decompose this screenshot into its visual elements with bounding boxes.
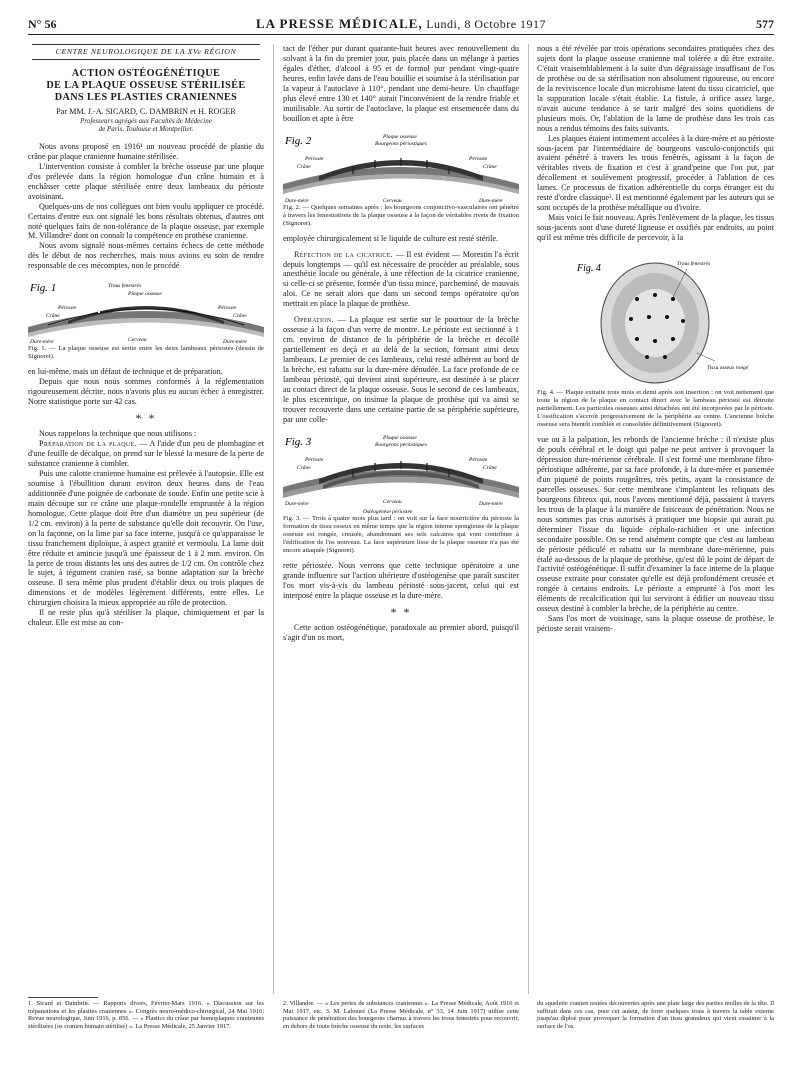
figure-4-drawing: [537, 249, 774, 389]
figure-caption: Fig. 3. — Trois à quatre mois plus tard : on voit sur la face nourricière du périoste la formation de tissu osseux en même temps que la région interne spongieuse de la plaque osseuse est rongée, creusée, abandonnant ses sels calcaires qui vont contribuer à l'édification de l'os nouveau. La face supérieure lisse de la plaque osseuse n'a pas été encore attaquée (Signoret).: [283, 514, 519, 554]
page-number: 577: [756, 17, 774, 31]
paragraph: [283, 250, 519, 310]
column-1: [28, 44, 264, 992]
paragraph-text: — La plaque est sertie sur le pourtour de la brèche osseuse à la façon d'un verre de montre. Le périoste est sectionné à 1 cm. environ de distance de la périphérie de la brèche et décollé partiellement en deçà et au delà de la section, formant ainsi deux lambeaux. Le premier de ces lambeaux, celui resté adhérent au bord de la brèche, est rabattu sur la dure-mère dénudée. La face profonde de ce lambeau périosté, qui devient ainsi supérieure, est destinée à se placer au contact direct de la plaque osseuse. Sous le second de ces lambeaux, le plus excentrique, on insinue la plaque de prothèse qui va ainsi se trouver recouverte dans une certaine partie de sa périphérie supérieure, par une colle-: [283, 315, 520, 424]
section-heading: CENTRE NEUROLOGIQUE DE LA XVe RÉGION: [32, 44, 260, 60]
title-line: DANS LES PLASTIES CRANIENNES: [54, 91, 238, 103]
label-trous: Trous fenestrés: [108, 283, 142, 290]
paragraph: en lui-même, mais un défaut de technique et de préparation.: [28, 367, 223, 377]
label-plaque: Plaque osseuse: [128, 291, 162, 298]
paragraph: nous a été révélée par trois opérations secondaires pratiquées chez des sujets dont la plaque osseuse cranienne mal tolérée a dû être extraite. C'était vraisemblablement à la suite d'un dégraissage insuffisant de l'os de prothèse ou de sa stérilisation non absolument rigoureuse, ou encore de la reviviscence locale d'un microbisme latent du tissu cicatriciel, que la suppuration locale s'était établie. La fistule, à orifice assez large, n'avait aucune tendance à se tarir malgré des soins quotidiens de plusieurs mois. Or, l'ablation de la lame de prothèse dans les trois cas nous a rendus témoins des faits suivants.: [537, 44, 774, 133]
paragraph: tact de l'éther pur durant quarante-huit heures avec renouvellement du solvant à la fin du premier jour, puis placée dans un mélange à parties égales d'éther, d'alcool à 95 et de formol pur pendant vingt-quatre heures, enfin lavée dans de l'eau bouillie et soumise à la stérilisation par la vapeur à l'autoclave à 110°, pendant une demi-heure. Un chauffage plus élevé entre 130 et 140° aurait l'inconvénient de la rendre friable et inutilisable. Au sortir de l'autoclave, la plaque est ensemencée dans du bouillon et apte à être: [283, 44, 519, 123]
paragraph: Depuis que nous nous sommes conformés à la réglementation rigoureusement décrite, nous n'avons plus eu aucun échec à enregistrer. Notre statistique porte sur 42 cas.: [28, 377, 264, 407]
figure-label: Fig. 4: [577, 263, 601, 275]
figure-4: [537, 249, 774, 429]
paragraph: employée chirurgicalement si le liquide de culture est resté stérile.: [283, 233, 499, 243]
paragraph: Nous avons signalé nous-mêmes certains échecs de cette méthode dès le début de nos recherches, mais nous avions eu soin de rendre responsable de ces mécomptes, non le procédé: [28, 241, 264, 271]
figure-caption: Fig. 2. — Quelques semaines après : les bourgeons conjonctivo-vasculaires ont pénétré à travers les fenestrations de la plaque osseuse à la façon de véritables rivets de fixation (Signoret).: [283, 203, 519, 227]
paragraph: [283, 315, 519, 424]
column-rule: [528, 44, 529, 994]
label-dure-mere: Dure-mère: [223, 339, 247, 346]
title-line: ACTION OSTÉOGÉNÉTIQUE: [71, 67, 221, 79]
figure-label: Fig. 3: [285, 435, 312, 448]
page-header: [28, 14, 774, 35]
title-line: DE LA PLAQUE OSSEUSE STÉRILISÉE: [46, 79, 246, 91]
paragraph: vue ou à la palpation, les rebords de l'ancienne brèche : il n'existe plus de pouls cérébral et le doigt qui palpe ne peut arriver à provoquer la dépression dure-mérienne cérébrale. Il s'est formé une membrane fibro-périostique adhérente, par sa face profonde, à la dure-mère et parsemée d'un piqueté de points rougeâtres, très petits, ayant la consistance de parcelles osseuses. Sur cette membrane s'implantent les reliquats des bourgeons fibreux qui, nous l'avons mentionné déjà, passaient à travers les trous de la plaque à la manière de faisceaux de pénétration. Nous ne nous sommes pas crus autorisés à pratiquer une biopsie qui aurait pu déterminer l'issue du liquide céphalo-rachidien et une infection secondaire possible. On se rend aisément compte que c'est au lambeau de périoste pédiculé et rabattu sur la membrane dure-mérienne, puis étalé au-dessous de la plaque de prothèse, qu'est dû le point de départ de l'activité ostéogénétique. Il suffit d'examiner la face interne de la plaque osseuse extraite pour constater qu'elle est déjà profondément creusée et rongée à certains endroits. Le périoste a emprunté à l'os mort les éléments de recalcification qui lui serviront à édifier un nouveau tissu osseux destiné à combler la brèche, de la périphérie au centre.: [537, 435, 774, 614]
figure-1: [28, 277, 264, 361]
footnote: 2. Villandre. — « Les pertes de substances craniennes ». La Presse Médicale, Août 1916 et Mai 1917, etc. 3. M. Labouré (La Presse Médicale, n° 33, 14 Juin 1917) utilise cette puissance de pénétration des bourgeons charnus à travers les trous fenestrés pour recouvrir, en dehors de toute brèche osseuse du reste, les surfaces: [283, 1000, 519, 1030]
paragraph: [28, 439, 264, 469]
article-title: [28, 68, 264, 104]
figure-2: [283, 130, 519, 228]
paragraph-text: — Il est évident — Morestin l'a écrit depuis longtemps — qu'il est nécessaire de procéder au préalable, sous anesthésie locale ou générale, à une réfection de la cicatrice cranienne, si celle-ci se présente, formée d'un tissu mince, parcheminé, de mauvais aloi. Ce ne serait alors que dans un second temps opératoire qu'on mettrait en place la plaque de prothèse.: [283, 249, 519, 309]
section-break: * *: [135, 411, 157, 426]
footnote: du squelette cranien restées découvertes après une plaie large des parties molles de la tête. Il suffirait dans ces cas, pour cet auteur, de forer quelques trous à travers la table externe jusqu'au diploé pour provoquer la formation d'un tissu granuleux qui vient essaimer à la surface de l'os.: [537, 1000, 774, 1030]
paragraph: Il ne reste plus qu'à stériliser la plaque, chimiquement et par la chaleur. Elle est mise au con-: [28, 608, 264, 628]
issue-date: Lundi, 8 Octobre 1917: [426, 17, 547, 31]
label-plaque: Plaque osseuse: [383, 434, 417, 441]
paragraph: Sans l'os mort de voisinage, sans la plaque osseuse de prothèse, le périoste serait vraisem-: [537, 614, 774, 634]
figure-caption: Fig. 4. — Plaque extraite trois mois et demi après son insertion : on voit nettement que toute la région de la plaque en contact direct avec le lambeau périosté est détruite partiellement. Les particules osseuses ainsi détachées ont été incorporées par le périoste. L'ossification s'accroît progressivement de la périphérie au centre. L'ancienne brèche osseuse sera bientôt comblée et consolidée définitivement (Signoret).: [537, 389, 774, 429]
label-crane: Crâne: [233, 313, 247, 320]
figure-1-drawing: [28, 277, 264, 345]
paragraph: Les plaques étaient intimement accolées à la dure-mère et au périoste sous-jacent par l'intermédiaire de bourgeons vasculo-conjonctifs qui avaient pénétré à travers les trous fenêtrés, agissant à la façon de véritables rivets de fixation et c'est à grand'peine que l'on put, par décollement et soulèvement progressif, procéder à l'ablation de ces lames. Ce processus de fixation adhérentielle du corps étranger est du reste d'ordre classique³. Il est mentionné également par les auteurs qui se sont occupés de la prothèse métallique ou d'ivoire.: [537, 133, 774, 213]
label-periosteum: Périoste: [305, 155, 324, 162]
paragraph: Mais voici le fait nouveau. Après l'enlèvement de la plaque, les tissus sous-jacents sont d'une dureté ligneuse et ossifiés par endroits, au point qu'il est même très difficile de percevoir, à la: [537, 213, 774, 243]
figure-label: Fig. 1: [30, 282, 57, 295]
column-rule: [273, 44, 274, 994]
label-bourgeons: Bourgeons périostiques: [375, 140, 427, 147]
paragraph: Cette action ostéogénétique, paradoxale au premier abord, puisqu'il s'agit d'un os mort,: [283, 622, 519, 642]
paragraph: L'intervention consiste à combler la brèche osseuse par une plaque d'os prélevée dans la région homologue d'un crâne humain et à enchâsser cette plaque stérilisée entre deux lambeaux du périoste avoisinant.: [28, 161, 264, 201]
label-tissu-ronge: Tissu osseux rongé: [707, 365, 749, 372]
figure-label: Fig. 2: [285, 134, 312, 147]
label-periosteum: Périoste: [469, 155, 488, 162]
figure-2-drawing: [283, 130, 519, 204]
label-crane: Crâne: [46, 313, 60, 320]
label-cerveau: Cerveau: [383, 197, 402, 204]
paragraph: rette périostée. Nous verrons que cette technique opératoire a une grande influence sur l'action ultérieure d'ostéogenèse que paraît susciter l'os mort vis-à-vis du lambeau périosté sous-jacent, celui qui est interposé entre la plaque osseuse et la dure-mère.: [283, 560, 519, 600]
run-in-heading: Opération.: [294, 315, 334, 325]
section-break: * *: [390, 604, 412, 619]
paragraph-text: — A l'aide d'un peu de plombagine et d'une feuille de décalque, on prend sur le blessé la mesure de la perte de substance cranienne à combler.: [28, 439, 265, 468]
journal-name: LA PRESSE MÉDICALE,: [255, 16, 423, 31]
label-cerveau: Cerveau: [383, 498, 402, 505]
figure-caption: Fig. 1. — La plaque osseuse est sertie entre les deux lambeaux périostés (dessin de Signoret).: [28, 345, 264, 361]
run-in-heading: Réfection de la cicatrice.: [294, 249, 394, 259]
label-crane: Crâne: [483, 464, 497, 471]
label-trous: Trous fenestrés: [677, 261, 711, 268]
affiliation-line: de Paris, Toulouse et Montpellier.: [98, 125, 194, 134]
footnote: 1. Sicard et Dambrin. — Rapports divers, Février-Mars 1916. « Discussion sur les trépanations et les plasties craniennes ». Congrès neuro-médico-chirurgical, 24 Mai 1916; Revue neurologique, Juin 1916, p. 856. — « Plastics du crâne par homoplaques craniennes stérilisées (os cranien humain stérilisé) ». La Presse Médicale, 25 Janvier 1917.: [28, 1000, 264, 1030]
run-in-heading: Préparation de la plaque.: [39, 439, 137, 449]
paragraph: Nous rappelons la technique que nous utilisons :: [39, 429, 197, 439]
label-bourgeons: Bourgeons périostiques: [375, 441, 427, 448]
figure-3: [283, 431, 519, 555]
label-dure-mere: Dure-mère: [479, 500, 503, 507]
issue-number: N° 56: [28, 17, 57, 31]
affiliation: [28, 117, 264, 134]
central-zone: [625, 289, 685, 357]
column-2: [283, 44, 519, 992]
label-cerveau: Cerveau: [128, 337, 147, 344]
authors: Par MM. J.-A. SICARD, C. DAMBRIN et H. ROGER: [56, 106, 236, 116]
label-dure-mere: Dure-mère: [30, 339, 54, 346]
label-dure-mere: Dure-mère: [479, 197, 503, 204]
footnote-rule: [28, 997, 98, 998]
label-periosteum: Périoste: [218, 305, 237, 312]
column-3: [537, 44, 774, 992]
label-osteogenese: Ostéogénèse périostée: [363, 508, 413, 515]
label-periosteum: Périoste: [469, 456, 488, 463]
label-crane: Crâne: [483, 163, 497, 170]
running-title: [28, 16, 774, 32]
figure-3-drawing: [283, 431, 519, 515]
label-plaque: Plaque osseuse: [383, 133, 417, 140]
paragraph: Nous avons proposé en 1916¹ un nouveau procédé de plastie du crâne par plaque cranienne humaine stérilisée.: [28, 141, 264, 161]
label-dure-mere: Dure-mère: [285, 500, 309, 507]
paragraph: Quelques-uns de nos collègues ont bien voulu appliquer ce procédé. Certains d'entre eux ont signalé les bons résultats obtenus, d'autres ont noté quelques faits de non-tolérance de la plaque osseuse, par exemple M. Villandre² dont on connaît la compétence en prothèse cranienne.: [28, 201, 264, 241]
label-periosteum: Périoste: [305, 456, 324, 463]
label-periosteum: Périoste: [58, 305, 77, 312]
label-dure-mere: Dure-mère: [285, 197, 309, 204]
affiliation-line: Professeurs agrégés aux Facultés de Médecine: [80, 116, 212, 125]
label-crane: Crâne: [297, 163, 311, 170]
label-crane: Crâne: [297, 464, 311, 471]
paragraph: Puis une calotte cranienne humaine est prélevée à l'autopsie. Elle est soumise à l'ébullition durant environ deux heures dans de l'eau additionnée d'une poignée de carbonate de soude. Enfin une petite scie à main découpe sur ce crâne une plaque-rondelle empruntée à la région homologue. Cette plaque doit être d'un diamètre un peu supérieur (de 1/2 cm. environ) à la perte de substance qu'elle doit recouvrir. On l'use, on la façonne, on la lime par sa face interne, jusqu'à ce qu'apparaisse le tissu franchement diploïque, à aspect granité et vermoulu. La lame doit être réduite et amincie jusqu'à une épaisseur de 1 à 2 mm. environ. On la perce de trous distants les uns des autres de 1/2 cm. On contrôle chez le sujet, à tégument cranien rasé, sa bonne adaptation sur la brèche osseuse. Il sera même plus prudent d'établir deux ou trois plaques de dimensions et de modèles légèrement différents, entre elles. Le chirurgien choisira la mieux appropriée au rôle de protection.: [28, 468, 264, 608]
